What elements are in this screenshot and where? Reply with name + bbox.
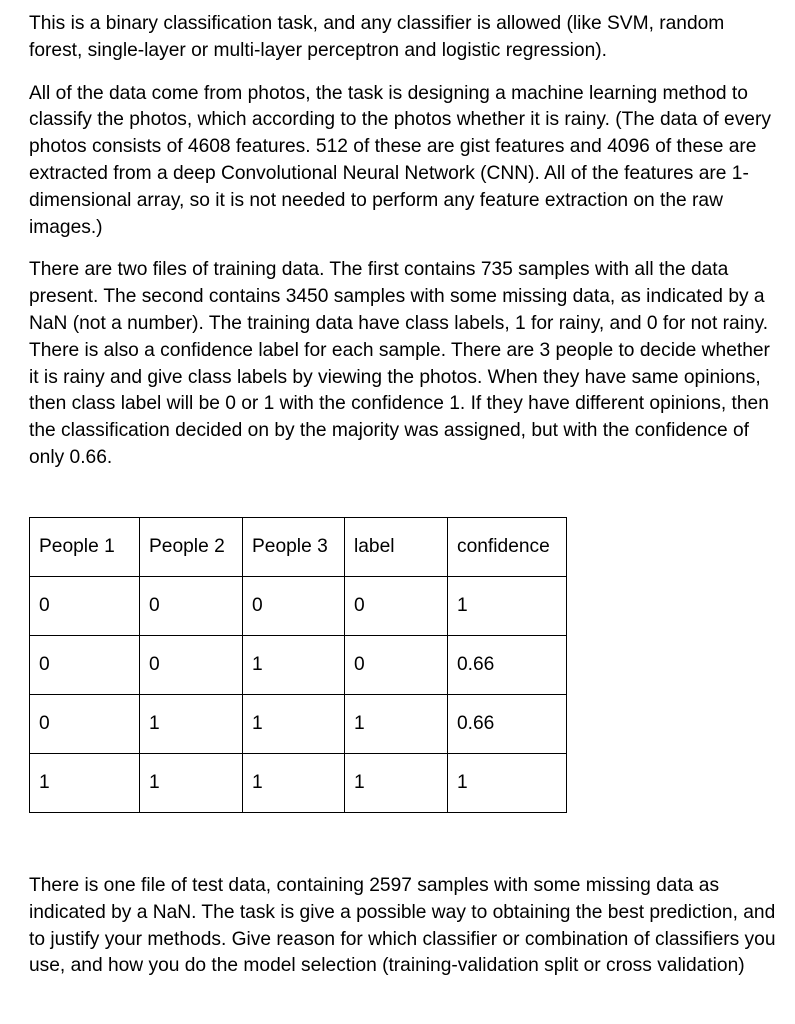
table-header-cell: label bbox=[345, 518, 448, 577]
document-body bbox=[29, 11, 779, 472]
table-row bbox=[30, 754, 567, 813]
table-cell: 0 bbox=[140, 636, 243, 695]
table-cell: 1 bbox=[140, 754, 243, 813]
table-header-cell: confidence bbox=[448, 518, 567, 577]
table-cell: 0.66 bbox=[448, 636, 567, 695]
paragraph-data-description: All of the data come from photos, the task is designing a machine learning method to classify the photos, which according to the photos whether it is rainy. (The data of every photos consists of 4608 features. 512 of these are gist features and 4096 of these are extracted from a deep Convolutional Neural Network (CNN). All of the features are 1-dimensional array, so it is not needed to perform any feature extraction on the raw images.) bbox=[29, 82, 771, 238]
table-cell: 1 bbox=[243, 695, 345, 754]
table-row bbox=[30, 695, 567, 754]
table-cell: 1 bbox=[30, 754, 140, 813]
table-cell: 1 bbox=[345, 754, 448, 813]
table-cell: 1 bbox=[140, 695, 243, 754]
labeling-table-container bbox=[29, 517, 567, 813]
table-row bbox=[30, 636, 567, 695]
table-cell: 1 bbox=[243, 636, 345, 695]
paragraph-task-intro: This is a binary classification task, and any classifier is allowed (like SVM, random forest, single-layer or multi-layer perceptron and logistic regression). bbox=[29, 13, 725, 61]
table-header-cell: People 1 bbox=[30, 518, 140, 577]
table-cell: 0 bbox=[30, 695, 140, 754]
table-cell: 1 bbox=[448, 577, 567, 636]
table-cell: 0 bbox=[345, 577, 448, 636]
table-cell: 0 bbox=[345, 636, 448, 695]
paragraph-training-data: There are two files of training data. The first contains 735 samples with all the data present. The second contains 3450 samples with some missing data, as indicated by a NaN (not a number). The training data have class labels, 1 for rainy, and 0 for not rainy. There is also a confidence label for each sample. There are 3 people to decide whether it is rainy and give class labels by viewing the photos. When they have same opinions, then class label will be 0 or 1 with the confidence 1. If they have different opinions, then the classification decided on by the majority was assigned, but with the confidence of only 0.66. bbox=[29, 259, 770, 468]
table-cell: 1 bbox=[448, 754, 567, 813]
table-header-cell: People 2 bbox=[140, 518, 243, 577]
table-cell: 0 bbox=[243, 577, 345, 636]
table-cell: 0 bbox=[30, 577, 140, 636]
paragraph-test-data: There is one file of test data, containing 2597 samples with some missing data as indicated by a NaN. The task is give a possible way to obtaining the best prediction, and to justify your methods. Give reason for which classifier or combination of classifiers you use, and how you do the model selection (training-validation split or cross validation) bbox=[29, 875, 776, 977]
table-header-row bbox=[30, 518, 567, 577]
table-cell: 1 bbox=[243, 754, 345, 813]
table-cell: 0.66 bbox=[448, 695, 567, 754]
table-row bbox=[30, 577, 567, 636]
table-cell: 0 bbox=[140, 577, 243, 636]
table-cell: 1 bbox=[345, 695, 448, 754]
labeling-table bbox=[29, 517, 567, 813]
table-cell: 0 bbox=[30, 636, 140, 695]
table-header-cell: People 3 bbox=[243, 518, 345, 577]
